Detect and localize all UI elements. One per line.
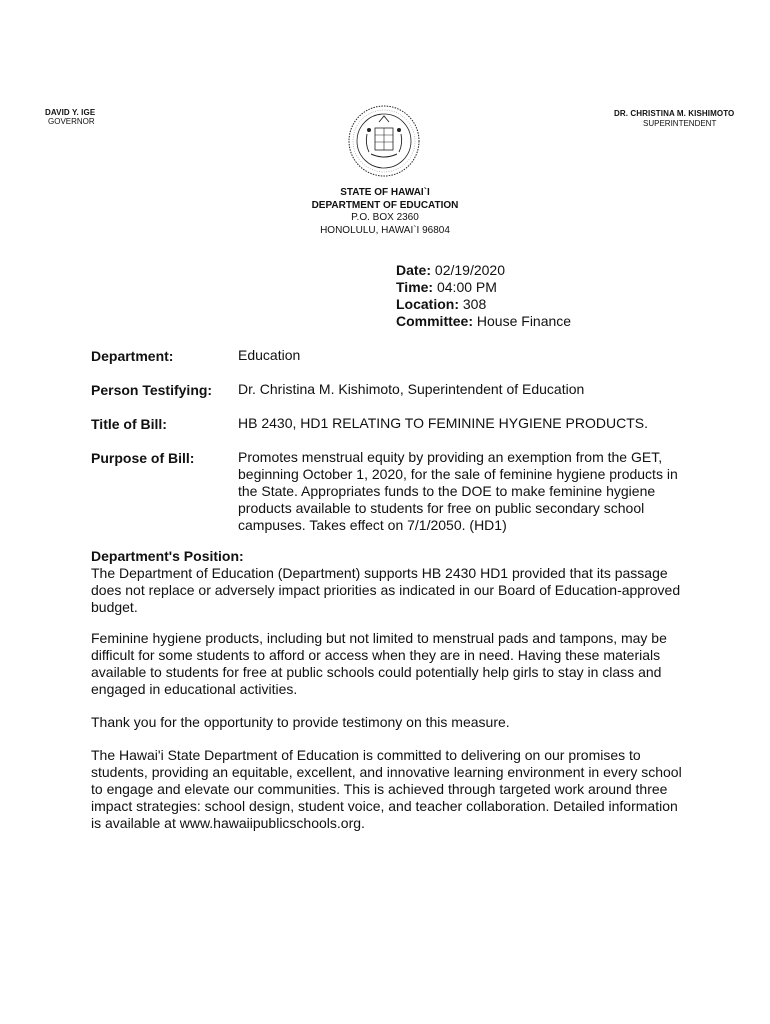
committee-label: Committee: <box>396 313 474 329</box>
committee-value: House Finance <box>476 313 572 329</box>
hearing-time <box>396 279 571 296</box>
hearing-location <box>396 296 571 313</box>
time-value: 04:00 PM <box>436 279 497 295</box>
superintendent-name: DR. CHRISTINA M. KISHIMOTO <box>614 109 735 118</box>
agency-city: HONOLULU, HAWAI`I 96804 <box>320 224 450 236</box>
bill-purpose-label: Purpose of Bill: <box>91 450 195 466</box>
date-value: 02/19/2020 <box>434 262 505 278</box>
agency-address <box>0 187 770 237</box>
time-label: Time: <box>396 279 434 295</box>
hearing-committee <box>396 313 571 330</box>
body-paragraph-2: Feminine hygiene products, including but not limited to menstrual pads and tampons, may be difficult for some students to afford or access when they are in need. Having these materials available to students for free at public schools could potentially help girls to stay in class and engaged in educational activities. <box>91 630 667 697</box>
agency-po-box: P.O. BOX 2360 <box>351 212 419 223</box>
body-paragraph-4: The Hawai'i State Department of Education is committed to delivering on our promises to students, providing an equitable, excellent, and innovative learning environment in every school to engage and elevate our communities. This is achieved through targeted work around three impact strategies: school design, student voice, and teacher collaboration. Detailed information is available at www.hawaiipublicschools.org. <box>91 747 682 831</box>
person-testifying-label: Person Testifying: <box>91 382 213 398</box>
person-testifying-value: Dr. Christina M. Kishimoto, Superintendent of Education <box>238 381 585 397</box>
department-value: Education <box>238 347 301 363</box>
position-paragraph: The Department of Education (Department) supports HB 2430 HD1 provided that its passage does not replace or adversely impact priorities as indicated in our Board of Education-approved budget. <box>91 565 681 615</box>
state-seal-icon <box>345 104 423 178</box>
bill-title-value: HB 2430, HD1 RELATING TO FEMININE HYGIENE PRODUCTS. <box>238 415 648 431</box>
hearing-date <box>396 262 571 279</box>
governor-title: GOVERNOR <box>48 117 95 126</box>
bill-purpose-value: Promotes menstrual equity by providing an exemption from the GET, beginning October 1, 2020, for the sale of feminine hygiene products in the State. Appropriates funds to the DOE to make feminine hygiene products available to students for free on public secondary school campuses. Takes effect on 7/1/2050. (HD1) <box>238 449 678 533</box>
position-section <box>91 548 691 616</box>
agency-state: STATE OF HAWAI`I <box>340 187 430 198</box>
location-value: 308 <box>462 296 487 312</box>
hearing-meta <box>396 262 571 330</box>
bill-title-label: Title of Bill: <box>91 416 167 432</box>
location-label: Location: <box>396 296 459 312</box>
superintendent-title: SUPERINTENDENT <box>643 119 717 128</box>
body-paragraph-3: Thank you for the opportunity to provide testimony on this measure. <box>91 714 510 730</box>
date-label: Date: <box>396 262 432 278</box>
department-label: Department: <box>91 348 174 364</box>
position-heading: Department's Position: <box>91 548 244 564</box>
governor-name: DAVID Y. IGE <box>45 108 96 117</box>
agency-department: DEPARTMENT OF EDUCATION <box>311 199 459 211</box>
